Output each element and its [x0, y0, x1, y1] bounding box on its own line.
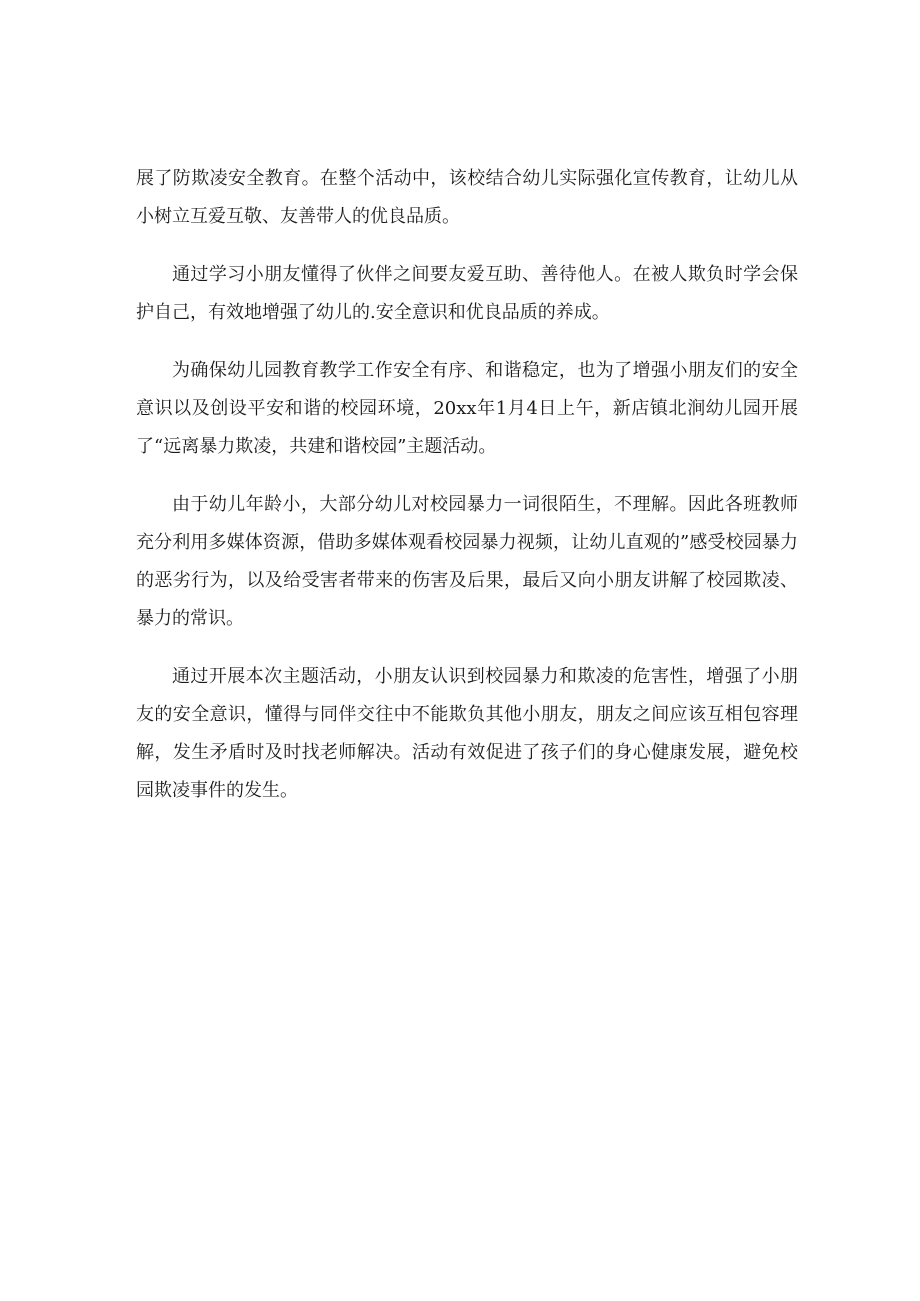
paragraph: 通过开展本次主题活动，小朋友认识到校园暴力和欺凌的危害性，增强了小朋友的安全意识，懂得与同伴交往中不能欺负其他小朋友，朋友之间应该互相包容理解，发生矛盾时及时找老师解决。活动有效促进了孩子们的身心健康发展，避免校园欺凌事件的发生。	[136, 666, 798, 801]
document-body	[136, 160, 798, 830]
paragraph-continuation: 展了防欺凌安全教育。在整个活动中，该校结合幼儿实际强化宣传教育，让幼儿从小树立互爱互敬、友善带人的优良品质。	[136, 168, 798, 227]
paragraph: 为确保幼儿园教育教学工作安全有序、和谐稳定，也为了增强小朋友们的安全意识以及创设平安和谐的校园环境，20xx年1月4日上午，新店镇北涧幼儿园开展了“远离暴力欺凌，共建和谐校园”主题活动。	[136, 360, 798, 457]
paragraph: 通过学习小朋友懂得了伙伴之间要友爱互助、善待他人。在被人欺负时学会保护自己，有效地增强了幼儿的.安全意识和优良品质的养成。	[136, 264, 798, 323]
paragraph: 由于幼儿年龄小，大部分幼儿对校园暴力一词很陌生，不理解。因此各班教师充分利用多媒体资源，借助多媒体观看校园暴力视频，让幼儿直观的”感受校园暴力的恶劣行为，以及给受害者带来的伤害及后果，最后又向小朋友讲解了校园欺凌、暴力的常识。	[136, 494, 798, 629]
